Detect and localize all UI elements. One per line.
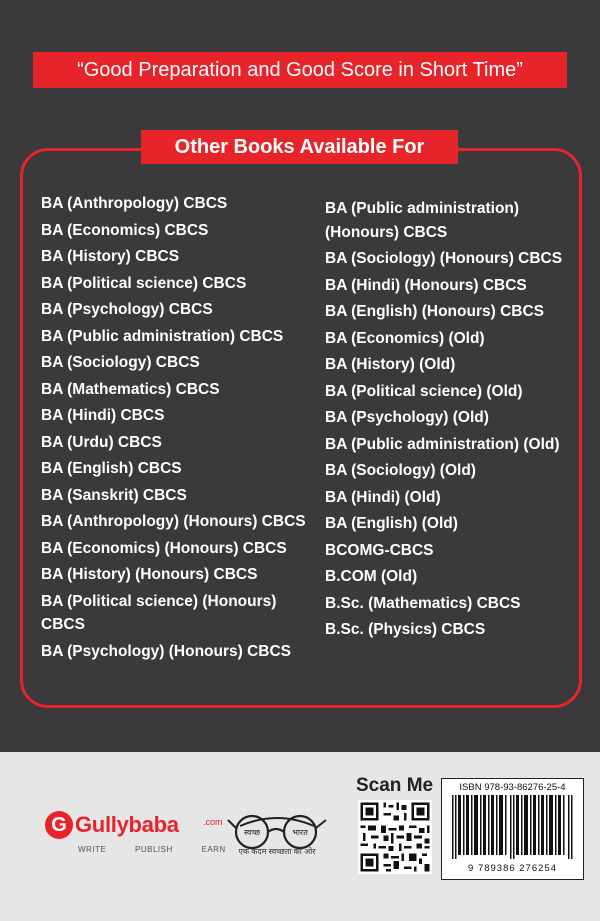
barcode-digits: 9 789386 276254: [468, 863, 557, 874]
book-item: BA (English) (Old): [325, 515, 458, 532]
book-item: BA (History) (Old): [325, 356, 456, 373]
logo-domain: .com: [203, 817, 223, 827]
book-item: BA (Psychology) (Honours) CBCS: [41, 642, 292, 660]
tagline: WRITE: [78, 845, 107, 854]
swachh-bharat-glasses-icon: [222, 800, 332, 870]
tagline: EARN: [201, 845, 226, 854]
book-item: B.Sc. (Mathematics) CBCS: [325, 594, 521, 612]
book-item: BA (Political science) (Honours) CBCS: [41, 592, 277, 633]
book-item: BA (History) CBCS: [41, 248, 180, 265]
book-item: BA (Political science) (Old): [325, 382, 523, 400]
book-item: BA (Economics) (Old): [325, 329, 485, 347]
book-item: BA (Psychology) CBCS: [41, 301, 213, 318]
isbn-label: ISBN 978-93-86276-25-4: [459, 782, 566, 793]
book-list-left: [41, 192, 317, 666]
book-item: BA (Public administration) CBCS: [41, 327, 284, 345]
book-item: BA (English) CBCS: [41, 460, 182, 477]
qr-code[interactable]: [358, 800, 432, 874]
book-item: BA (Anthropology) (Honours) CBCS: [41, 513, 306, 530]
book-item: B.Sc. (Physics) CBCS: [325, 621, 486, 638]
barcode-graphic: [448, 795, 577, 859]
swachh-left-word: स्वच्छ: [243, 828, 261, 837]
book-item: BA (Public administration) (Old): [325, 435, 560, 453]
book-item: BA (English) (Honours) CBCS: [325, 303, 544, 320]
scan-me-label: Scan Me: [356, 775, 434, 796]
book-list-right: [325, 197, 575, 645]
book-item: BA (Political science) CBCS: [41, 274, 247, 292]
book-item: BA (Economics) CBCS: [41, 221, 209, 239]
book-item: BA (Sociology) (Honours) CBCS: [325, 250, 563, 267]
book-item: BA (Public administration) (Honours) CBCS: [325, 200, 520, 241]
logo-name: Gullybaba: [75, 812, 179, 837]
book-item: BA (Sociology) (Old): [325, 462, 476, 479]
book-item: BA (Hindi) (Honours) CBCS: [325, 276, 527, 294]
book-item: BA (Hindi) (Old): [325, 488, 441, 506]
book-item: BA (Psychology) (Old): [325, 409, 489, 426]
logo-badge: G: [45, 811, 73, 839]
slogan-banner: “Good Preparation and Good Score in Short Time”: [33, 52, 567, 88]
book-item: BA (Hindi) CBCS: [41, 407, 165, 424]
isbn-barcode-box: [441, 778, 584, 880]
book-item: BA (Mathematics) CBCS: [41, 380, 220, 398]
book-item: BA (Economics) (Honours) CBCS: [41, 539, 287, 557]
book-item: BA (Sanskrit) CBCS: [41, 486, 187, 504]
book-item: B.COM (Old): [325, 568, 418, 585]
swachh-caption: एक कदम स्वच्छता की ओर: [238, 847, 316, 856]
book-item: BCOMG-CBCS: [325, 541, 434, 559]
book-item: BA (Sociology) CBCS: [41, 354, 200, 371]
book-item: BA (Urdu) CBCS: [41, 433, 162, 451]
book-item: BA (History) (Honours) CBCS: [41, 566, 258, 583]
swachh-right-word: भारत: [292, 828, 308, 837]
book-item: BA (Anthropology) CBCS: [41, 195, 228, 212]
section-title: Other Books Available For: [141, 130, 458, 164]
tagline: PUBLISH: [135, 845, 173, 854]
